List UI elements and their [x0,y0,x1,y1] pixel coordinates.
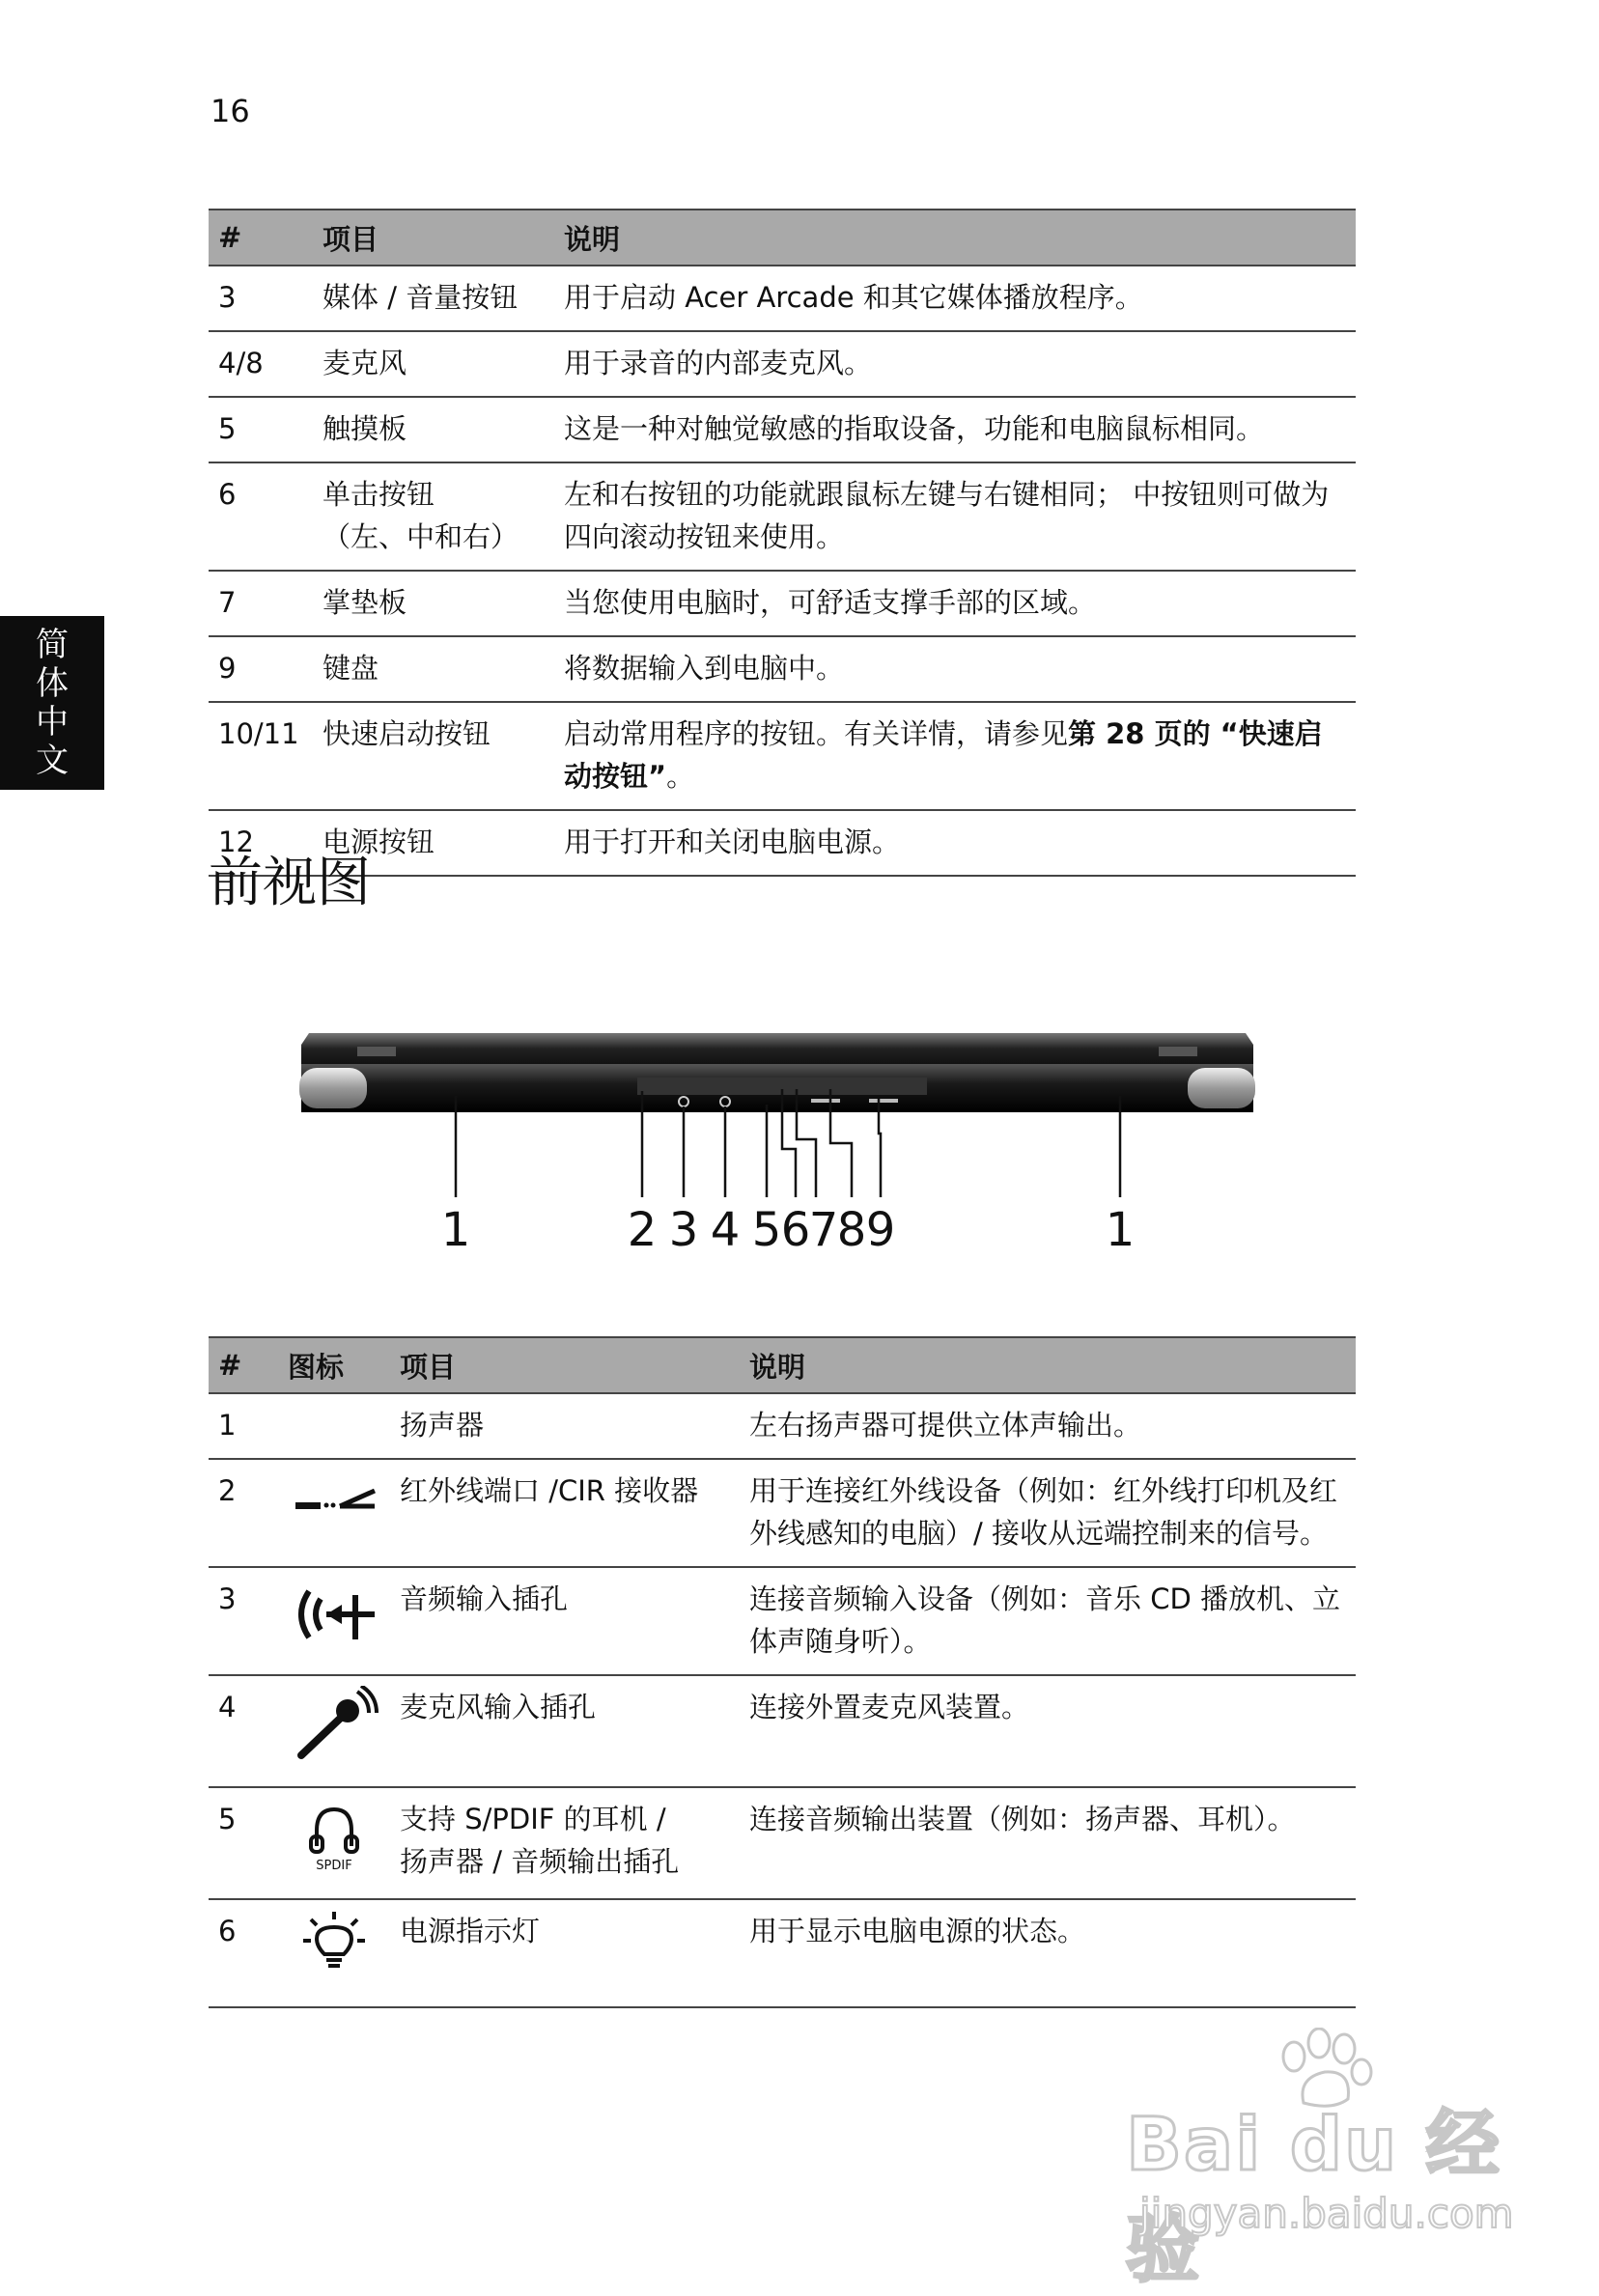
row-num: 9 [209,636,313,702]
callout-label: 5 [751,1203,782,1255]
row-item: 红外线端口 /CIR 接收器 [390,1459,740,1567]
row-desc: 连接音频输出装置（例如：扬声器、耳机）。 [740,1787,1356,1899]
side-tab-char: 体 [36,664,69,703]
row-num: 3 [209,1567,278,1675]
side-tab-char: 中 [36,703,69,742]
row-desc: 连接外置麦克风装置。 [740,1675,1356,1787]
table-row [209,571,1356,636]
watermark-logo-text: Bai du 经验 [1126,2101,1501,2292]
callout-label: 1 [1105,1203,1136,1255]
row-num: 5 [209,1787,278,1899]
row-desc: 连接音频输入设备（例如：音乐 CD 播放机、立体声随身听）。 [740,1567,1356,1675]
spdif-icon-label: SPDIF [316,1859,352,1873]
callout-label: 2 [627,1203,658,1255]
row-icon [278,1459,390,1567]
side-tab-char: 文 [36,742,69,780]
row-num: 5 [209,397,313,462]
row-item: 支持 S/PDIF 的耳机 / 扬声器 / 音频输出插孔 [390,1787,740,1899]
row-item: 触摸板 [313,397,554,462]
language-side-tab [0,616,104,790]
row-item: 麦克风输入插孔 [390,1675,740,1787]
callout-label: 1 [440,1203,471,1255]
table-row [209,810,1356,876]
page-number: 16 [210,93,250,129]
row-desc: 当您使用电脑时，可舒适支撑手部的区域。 [554,571,1356,636]
row-desc: 左和右按钮的功能就跟鼠标左键与右键相同； 中按钮则可做为四向滚动按钮来使用。 [554,462,1356,571]
row-num: 4 [209,1675,278,1787]
row-num: 4/8 [209,331,313,397]
col-header-num: # [209,210,313,266]
callout-label: 4 [710,1203,741,1255]
row-desc: 左右扬声器可提供立体声输出。 [740,1393,1356,1459]
laptop-front-view-figure [290,1004,1275,1255]
row-item: 快速启动按钮 [313,702,554,810]
row-num: 2 [209,1459,278,1567]
table-row [209,266,1356,331]
row-desc: 用于连接红外线设备（例如：红外线打印机及红外线感知的电脑）/ 接收从远端控制来的信号。 [740,1459,1356,1567]
row-icon [278,1899,390,2007]
front-view-table [209,1336,1356,2008]
row-desc: 用于打开和关闭电脑电源。 [554,810,1356,876]
callout-label: 7 [808,1203,839,1255]
col-header-desc: 说明 [740,1337,1356,1393]
row-icon [278,1567,390,1675]
microphone-icon [288,1686,380,1763]
table-row [209,331,1356,397]
col-header-desc: 说明 [554,210,1356,266]
watermark-url: jingyan.baidu.com [1139,2190,1514,2237]
row-item: 电源指示灯 [390,1899,740,2007]
row-num: 6 [209,1899,278,2007]
row-num: 10/11 [209,702,313,810]
power-indicator-icon [288,1910,380,1977]
row-icon [278,1393,390,1459]
callout-label: 8 [836,1203,867,1255]
row-num: 12 [209,810,313,876]
table-row [209,636,1356,702]
top-parts-table [209,209,1356,877]
row-item: 掌垫板 [313,571,554,636]
table-row [209,1899,1356,2007]
row-desc: 将数据输入到电脑中。 [554,636,1356,702]
col-header-icon: 图标 [278,1337,390,1393]
infrared-cir-icon [288,1470,380,1527]
row-item: 电源按钮 [313,810,554,876]
table-row [209,397,1356,462]
audio-in-icon [288,1578,380,1651]
col-header-item: 项目 [313,210,554,266]
callout-label: 3 [668,1203,699,1255]
row-num: 6 [209,462,313,571]
row-icon [278,1787,390,1899]
row-desc: 用于启动 Acer Arcade 和其它媒体播放程序。 [554,266,1356,331]
table-row [209,1567,1356,1675]
row-icon [278,1675,390,1787]
row-item: 音频输入插孔 [390,1567,740,1675]
row-desc [554,702,1356,810]
row-item: 单击按钮 （左、中和右） [313,462,554,571]
table-row [209,1787,1356,1899]
row-desc: 这是一种对触觉敏感的指取设备，功能和电脑鼠标相同。 [554,397,1356,462]
table-row [209,462,1356,571]
row-item: 扬声器 [390,1393,740,1459]
table-row [209,702,1356,810]
headphone-spdif-icon [288,1798,380,1875]
table-row [209,1393,1356,1459]
row-num: 1 [209,1393,278,1459]
table-row [209,1459,1356,1567]
row-num: 7 [209,571,313,636]
row-item: 麦克风 [313,331,554,397]
table-row [209,1675,1356,1787]
row-num: 3 [209,266,313,331]
cross-reference-link[interactable]: 第 28 页的 “快速启动按钮” [564,717,1323,793]
side-tab-char: 简 [36,626,69,664]
row-item: 键盘 [313,636,554,702]
callout-label: 9 [865,1203,896,1255]
baidu-jingyan-watermark [1120,2028,1545,2292]
callout-numbers [441,1203,1136,1255]
section-title: 前视图 [209,852,371,914]
col-header-item: 项目 [390,1337,740,1393]
row-desc: 用于显示电脑电源的状态。 [740,1899,1356,2007]
row-item: 媒体 / 音量按钮 [313,266,554,331]
col-header-num: # [209,1337,278,1393]
laptop-body [299,1033,1255,1112]
desc-text-end: 。 [666,760,695,793]
callout-label: 6 [780,1203,811,1255]
row-desc: 用于录音的内部麦克风。 [554,331,1356,397]
desc-text: 启动常用程序的按钮。有关详情，请参见 [564,717,1069,750]
